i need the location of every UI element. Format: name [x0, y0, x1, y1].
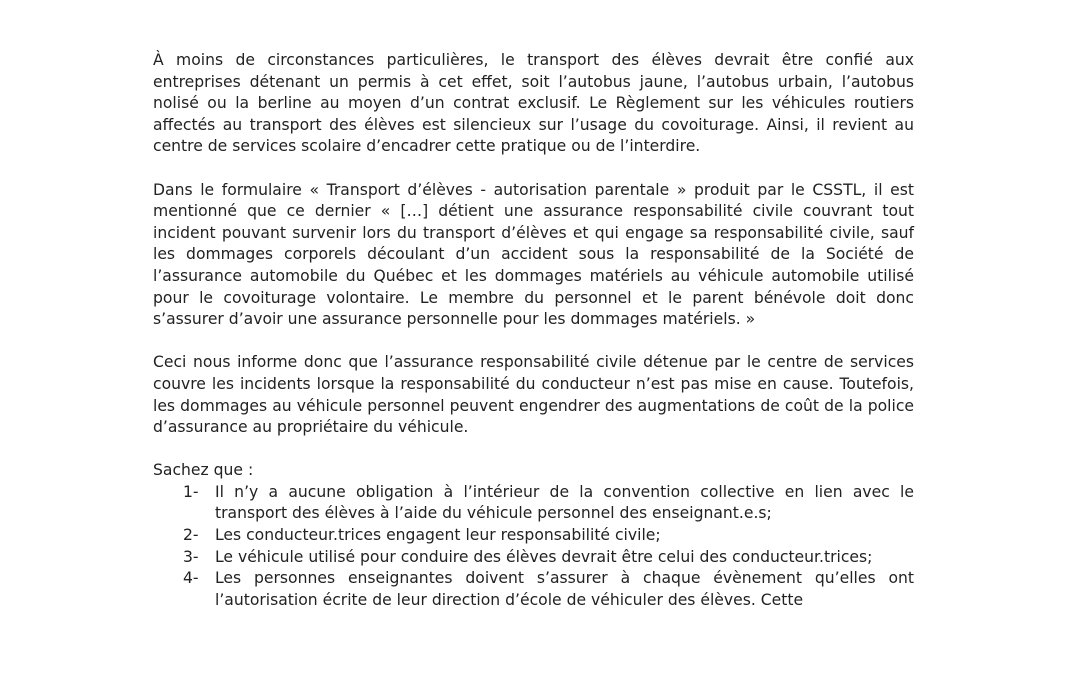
list-item-number: 1- — [183, 482, 199, 501]
list-item — [153, 568, 914, 611]
list-item-text: Il n’y a aucune obligation à l’intérieur de la convention collective en lien avec le transport des élèves à l’aide du véhicule personnel des enseignant.e.s; — [215, 482, 914, 523]
list-item-number: 3- — [183, 547, 199, 566]
document-body — [153, 50, 914, 611]
list-item-number: 4- — [183, 569, 199, 588]
list-intro: Sachez que : — [153, 461, 254, 480]
list-item-text: Le véhicule utilisé pour conduire des élèves devrait être celui des conducteur.trices; — [215, 547, 873, 566]
list-item — [153, 547, 914, 569]
list-item — [153, 525, 914, 547]
paragraph-liability-insurance: Ceci nous informe donc que l’assurance responsabilité civile détenue par le centre de services couvre les incidents lorsque la responsabilité du conducteur n’est pas mise en cause. Toutefois, les dommages au véhicule personnel peuvent engendrer des augmentations de coût de la police d’assurance au propriétaire du véhicule. — [153, 353, 914, 437]
list-item-text: Les personnes enseignantes doivent s’assurer à chaque évènement qu’elles ont l’autorisation écrite de leur direction d’école de véhiculer des élèves. Cette — [215, 569, 914, 609]
numbered-list — [153, 482, 914, 612]
list-item-number: 2- — [183, 526, 199, 545]
list-item-text: Les conducteur.trices engagent leur responsabilité civile; — [215, 526, 661, 545]
list-item — [153, 482, 914, 525]
paragraph-parental-authorization: Dans le formulaire « Transport d’élèves - autorisation parentale » produit par le CSSTL, il est mentionné que ce dernier « […] détient une assurance responsabilité civile couvrant tout incident pouvant survenir lors du transport d’élèves et qui engage sa responsabilité civile, sauf les dommages corporels découlant d’un accident sous la responsabilité de la Société de l’assurance automobile du Québec et les dommages matériels au véhicule automobile utilisé pour le covoiturage volontaire. Le membre du personnel et le parent bénévole doit donc s’assurer d’avoir une assurance personnelle pour les dommages matériels. » — [153, 180, 914, 329]
paragraph-school-transport: À moins de circonstances particulières, le transport des élèves devrait être confié aux entreprises détenant un permis à cet effet, soit l’autobus jaune, l’autobus urbain, l’autobus nolisé ou la berline au moyen d’un contrat exclusif. Le Règlement sur les véhicules routiers affectés au transport des élèves est silencieux sur l’usage du covoiturage. Ainsi, il revient au centre de services scolaire d’encadrer cette pratique ou de l’interdire. — [153, 51, 914, 156]
